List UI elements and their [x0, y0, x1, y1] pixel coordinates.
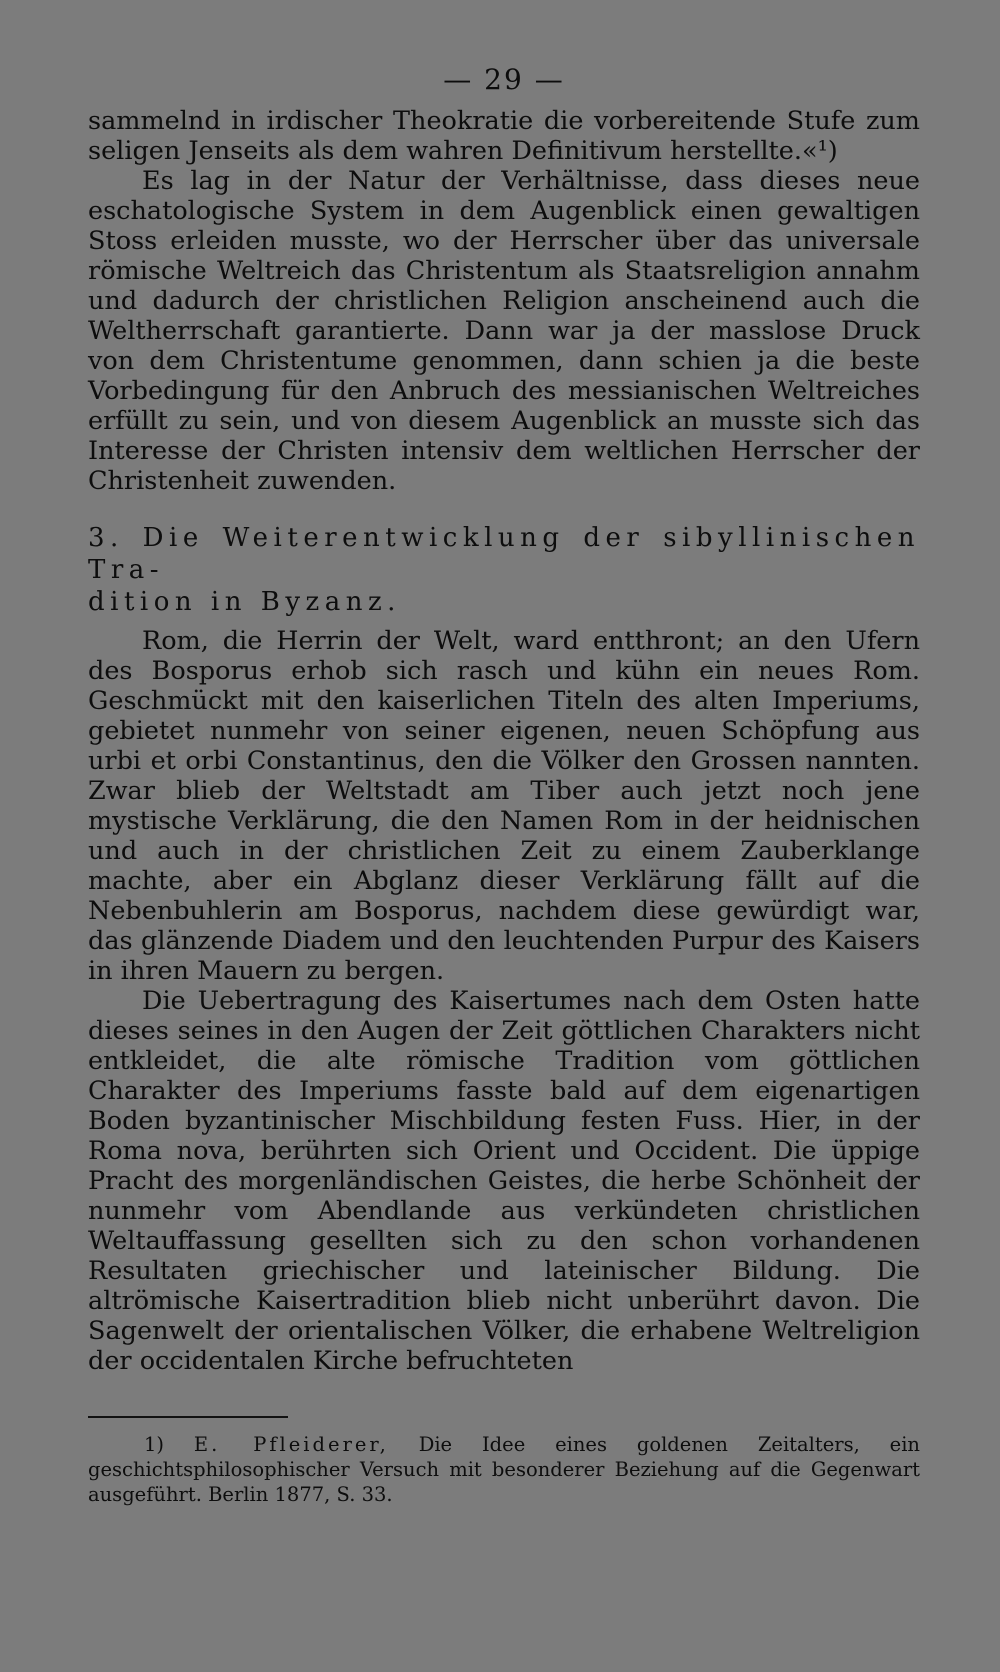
footnote-text: Die Idee eines goldenen Zeitalters, ein geschichtsphilosophischer Versuch mit besonderer Beziehung auf die Gegenwart ausgeführt. Berlin 1877, S. 33.: [88, 1433, 920, 1506]
book-page: [88, 62, 920, 1507]
paragraph-rome: Rom, die Herrin der Welt, ward entthront; an den Ufern des Bosporus erhob sich rasch und kühn ein neues Rom. Geschmückt mit den kaiserlichen Titeln des alten Imperiums, gebietet nunmehr von seiner eigenen, neuen Schöpfung aus urbi et orbi Constantinus, den die Völker den Grossen nannten. Zwar blieb der Weltstadt am Tiber auch jetzt noch jene mystische Verklärung, die den Namen Rom in der heidnischen und auch in der christlichen Zeit zu einem Zauberklange machte, aber ein Abglanz dieser Verklärung fällt auf die Nebenbuhlerin am Bosporus, nachdem diese gewürdigt war, das glänzende Diadem und den leuchtenden Purpur des Kaisers in ihren Mauern zu bergen.: [88, 626, 920, 986]
paragraph-continuation: sammelnd in irdischer Theokratie die vorbereitende Stufe zum seligen Jenseits als dem wahren Definitivum herstellte.«¹): [88, 106, 920, 166]
paragraph-uebertragung: Die Uebertragung des Kaisertumes nach dem Osten hatte dieses seines in den Augen der Zeit göttlichen Charakters nicht entkleidet, die alte römische Tradition vom göttlichen Charakter des Imperiums fasste bald auf dem eigenartigen Boden byzantinischer Mischbildung festen Fuss. Hier, in der Roma nova, berührten sich Orient und Occident. Die üppige Pracht des morgenländischen Geistes, die herbe Schönheit der nunmehr vom Abendlande aus verkündeten christlichen Weltauffassung gesellten sich zu den schon vorhandenen Resultaten griechischer und lateinischer Bildung. Die altrömische Kaisertradition blieb nicht unberührt davon. Die Sagenwelt der orientalischen Völker, die erhabene Weltreligion der occidentalen Kirche befruchteten: [88, 986, 920, 1376]
footnote-marker: 1): [144, 1433, 165, 1456]
section-heading-line1: 3. Die Weiterentwicklung der sibyllinischen Tra-: [88, 523, 920, 585]
footnote-divider: [88, 1416, 288, 1418]
section-heading: [88, 522, 920, 618]
paragraph-eschatology: Es lag in der Natur der Verhältnisse, dass dieses neue eschatologische System in dem Augenblick einen gewaltigen Stoss erleiden musste, wo der Herrscher über das universale römische Weltreich das Christentum als Staatsreligion annahm und dadurch der christlichen Religion anscheinend auch die Weltherrschaft garantierte. Dann war ja der masslose Druck von dem Christentume genommen, dann schien ja die beste Vorbedingung für den Anbruch des messianischen Weltreiches erfüllt zu sein, und von diesem Augenblick an musste sich das Interesse der Christen intensiv dem weltlichen Herrscher der Christenheit zuwenden.: [88, 166, 920, 496]
footnote-author: E. Pfleiderer,: [193, 1433, 389, 1456]
page-number: — 29 —: [443, 63, 565, 96]
footnote: [88, 1432, 920, 1507]
section-heading-line2: dition in Byzanz.: [88, 587, 401, 617]
